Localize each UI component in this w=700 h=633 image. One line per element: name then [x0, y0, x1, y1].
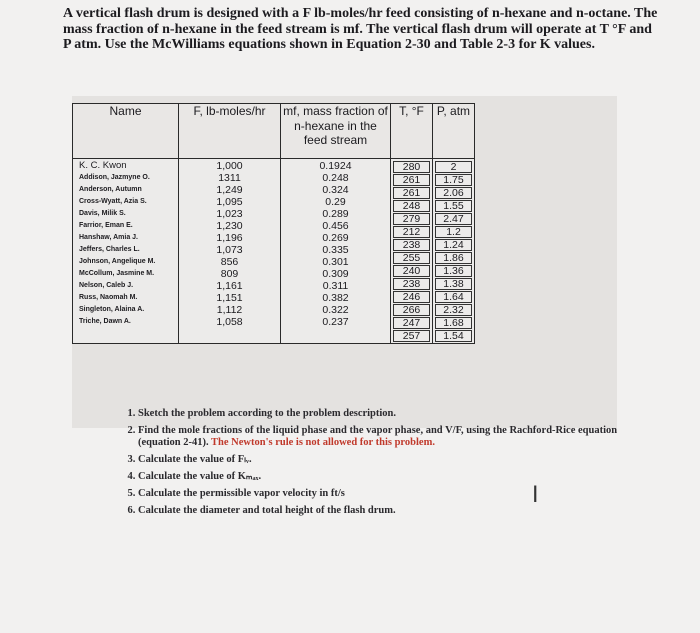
pressure-value: 1.36 — [435, 265, 472, 277]
temperature-value: 279 — [393, 213, 430, 225]
pressure-value: 2 — [435, 161, 472, 173]
pressure-value: 1.54 — [435, 330, 472, 342]
temperature-value: 212 — [393, 226, 430, 238]
flow-value: 1,196 — [216, 232, 243, 244]
mass-fraction-value: 0.456 — [322, 220, 349, 232]
flow-value: 1,000 — [216, 160, 243, 172]
header-flow: F, lb-moles/hr — [179, 104, 281, 159]
mass-fraction-value: 0.237 — [322, 316, 349, 328]
flow-value: 1,058 — [216, 316, 243, 328]
student-name: Hanshaw, Amia J. — [79, 234, 139, 241]
pressure-column — [433, 159, 475, 344]
header-temperature: T, °F — [391, 104, 433, 159]
pressure-value: 2.47 — [435, 213, 472, 225]
student-name: Farrior, Eman E. — [79, 222, 133, 229]
temperature-value: 255 — [393, 252, 430, 264]
mass-fraction-value: 0.289 — [322, 208, 349, 220]
pressure-value: 1.24 — [435, 239, 472, 251]
student-name: Cross-Wyatt, Azia S. — [79, 198, 147, 205]
question-2-note: The Newton's rule is not allowed for this problem. — [211, 437, 435, 448]
temperature-column — [391, 159, 433, 344]
question-5: 5. Calculate the permissible vapor velocity in ft/s — [138, 488, 638, 500]
mass-fraction-value: 0.382 — [322, 292, 349, 304]
problem-statement: A vertical flash drum is designed with a F lb-moles/hr feed consisting of n-hexane and n-octane. The mass fraction of n-hexane in the feed stream is mf. The vertical flash drum will operate at T °F and P atm. Use the McWilliams equations shown in Equation 2-30 and Table 2-3 for K values. — [63, 6, 658, 52]
flow-value: 1,151 — [216, 292, 243, 304]
question-list — [120, 408, 638, 522]
student-name: Jeffers, Charles L. — [79, 246, 140, 253]
mass-fraction-value: 0.335 — [322, 244, 349, 256]
pressure-value: 1.2 — [435, 226, 472, 238]
student-name: McCollum, Jasmine M. — [79, 270, 155, 277]
pressure-value: 1.68 — [435, 317, 472, 329]
pressure-value: 2.32 — [435, 304, 472, 316]
student-name: Triche, Dawn A. — [79, 318, 131, 325]
header-mass-fraction: mf, mass fraction of n-hexane in the feed stream — [281, 104, 391, 159]
temperature-value: 266 — [393, 304, 430, 316]
student-name: Singleton, Alaina A. — [79, 306, 145, 313]
flow-value: 1,095 — [216, 196, 243, 208]
question-6: 6. Calculate the diameter and total height of the flash drum. — [138, 505, 638, 517]
header-pressure: P, atm — [433, 104, 475, 159]
mass-fraction-value: 0.301 — [322, 256, 349, 268]
student-name: Addison, Jazmyne O. — [79, 174, 150, 181]
question-2 — [138, 425, 638, 449]
student-name: Russ, Naomah M. — [79, 294, 138, 301]
mass-fraction-value: 0.1924 — [319, 160, 352, 172]
mass-fraction-value: 0.309 — [322, 268, 349, 280]
question-1: 1. Sketch the problem according to the problem description. — [138, 408, 638, 420]
pressure-value: 1.86 — [435, 252, 472, 264]
question-3: 3. Calculate the value of Fₗᵥ. — [138, 454, 638, 466]
pressure-value: 1.64 — [435, 291, 472, 303]
temperature-value: 238 — [393, 278, 430, 290]
temperature-value: 238 — [393, 239, 430, 251]
temperature-value: 248 — [393, 200, 430, 212]
temperature-value: 257 — [393, 330, 430, 342]
flow-value: 1,023 — [216, 208, 243, 220]
flow-value: 1,073 — [216, 244, 243, 256]
student-name: Davis, Milik S. — [79, 210, 126, 217]
table-header-row — [73, 104, 475, 159]
flow-value: 1,161 — [216, 280, 243, 292]
student-data-table — [72, 103, 475, 344]
flow-value: 856 — [220, 256, 239, 268]
flow-value: 809 — [220, 268, 239, 280]
temperature-value: 246 — [393, 291, 430, 303]
table-body-row — [73, 159, 475, 344]
mass-fraction-value: 0.322 — [322, 304, 349, 316]
mass-fraction-value: 0.248 — [322, 172, 349, 184]
pressure-value: 1.75 — [435, 174, 472, 186]
question-4: 4. Calculate the value of Kₘₐₓ. — [138, 471, 638, 483]
pressure-value: 1.55 — [435, 200, 472, 212]
student-name: Johnson, Angelique M. — [79, 258, 156, 265]
names-column — [73, 159, 179, 344]
mass-fraction-column — [281, 159, 391, 344]
flow-value: 1,249 — [216, 184, 243, 196]
mass-fraction-value: 0.311 — [322, 280, 349, 292]
temperature-value: 261 — [393, 174, 430, 186]
pressure-value: 2.06 — [435, 187, 472, 199]
temperature-value: 240 — [393, 265, 430, 277]
question-2-text: Find the mole fractions of the liquid phase and the vapor phase, and V/F, using the Rachford-Rice equation (equation 2-41). — [138, 425, 618, 448]
flow-value: 1,112 — [216, 304, 243, 316]
flow-value: 1,230 — [216, 220, 243, 232]
mass-fraction-value: 0.29 — [325, 196, 346, 208]
temperature-value: 280 — [393, 161, 430, 173]
flow-value: 1311 — [218, 172, 241, 184]
mass-fraction-value: 0.269 — [322, 232, 349, 244]
flow-column — [179, 159, 281, 344]
student-name: Nelson, Caleb J. — [79, 282, 134, 289]
text-cursor-icon: I — [532, 483, 539, 508]
student-name: K. C. Kwon — [79, 160, 127, 171]
mass-fraction-value: 0.324 — [322, 184, 349, 196]
temperature-value: 261 — [393, 187, 430, 199]
student-name: Anderson, Autumn — [79, 186, 142, 193]
pressure-value: 1.38 — [435, 278, 472, 290]
header-name: Name — [73, 104, 179, 159]
temperature-value: 247 — [393, 317, 430, 329]
